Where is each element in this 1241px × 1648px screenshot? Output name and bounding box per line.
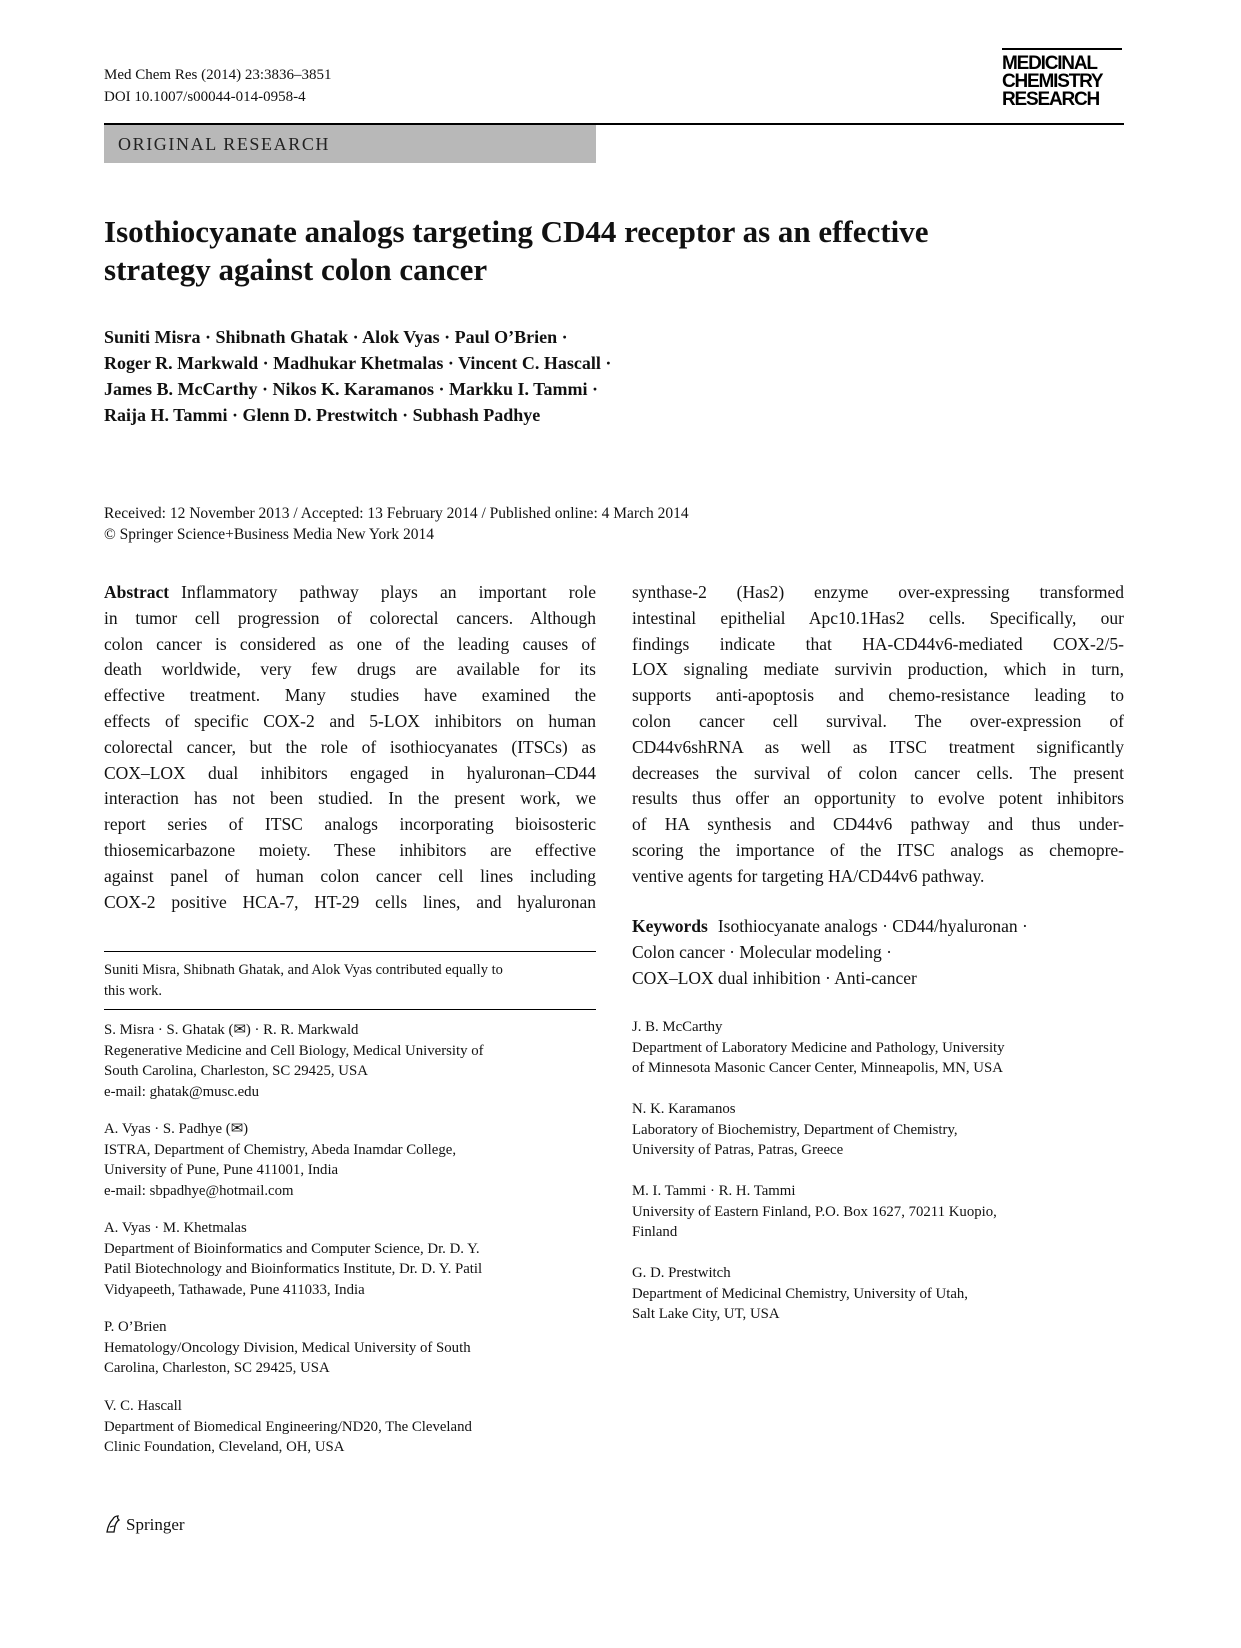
affiliation-block [632,1263,1124,1325]
abstract-line: COX–LOX dual inhibitors engaged in hyaluronan–CD44 [104,762,596,783]
abstract-line: supports anti-apoptosis and chemo-resistance leading to [632,685,1124,706]
affiliation-block [632,1181,1124,1243]
abstract-line: effects of specific COX-2 and 5-LOX inhibitors on human [104,710,596,731]
abstract-line [104,580,596,606]
affiliation-line: Clinic Foundation, Cleveland, OH, USA [104,1439,345,1456]
affiliation-block [104,1119,596,1201]
abstract-line: report series of ITSC analogs incorporating bioisosteric [104,814,596,835]
affiliation-line: J. B. McCarthy [632,1019,723,1035]
affiliation-line: University of Patras, Patras, Greece [632,1142,844,1159]
abstract-right-column [632,580,1124,890]
logo-rule [1002,48,1122,50]
footnote-line: Suniti Misra, Shibnath Ghatak, and Alok Vyas contributed equally to [104,962,503,978]
journal-citation: Med Chem Res (2014) 23:3836–3851 [104,67,332,83]
title-line: strategy against colon cancer [104,252,488,287]
journal-logo [1002,55,1122,109]
keywords-line [632,914,1124,940]
affiliation-line: Department of Bioinformatics and Computer Science, Dr. D. Y. [104,1240,480,1257]
abstract-line: CD44v6shRNA as well as ITSC treatment significantly [632,736,1124,757]
author-line: Roger R. Markwald · Madhukar Khetmalas · Vincent C. Hascall · [104,353,612,373]
journal-reference [104,64,331,108]
logo-line: CHEMISTRY [1002,71,1103,92]
affiliation-line: P. O’Brien [104,1319,167,1335]
abstract-line: against panel of human colon cancer cell lines including [104,865,596,886]
footnote-line: this work. [104,982,162,999]
keywords-text: Isothiocyanate analogs · CD44/hyaluronan · [717,916,1028,936]
affiliation-line: Vidyapeeth, Tathawade, Pune 411033, India [104,1281,365,1298]
abstract-line: thiosemicarbazone moiety. These inhibitors are effective [104,839,596,860]
abstract-line: findings indicate that HA-CD44v6-mediated COX-2/5- [632,633,1124,654]
affiliation-line: of Minnesota Masonic Cancer Center, Minneapolis, MN, USA [632,1060,1003,1077]
affiliation-line: N. K. Karamanos [632,1101,736,1117]
footnote-rule [104,951,596,952]
springer-horse-icon [104,1514,122,1534]
abstract-line: colon cancer is considered as one of the leading causes of [104,633,596,654]
abstract-line: colorectal cancer, but the role of isothiocyanates (ITSCs) as [104,736,596,757]
copyright-line: © Springer Science+Business Media New York 2014 [104,526,435,543]
affiliation-line: Carolina, Charleston, SC 29425, USA [104,1360,330,1377]
affiliation-line: Finland [632,1224,678,1241]
keywords-block [632,914,1124,991]
author-line: Raija H. Tammi · Glenn D. Prestwitch · Subhash Padhye [104,405,541,425]
abstract-line: interaction has not been studied. In the present work, we [104,788,596,809]
affiliation-line: University of Eastern Finland, P.O. Box 1627, 70211 Kuopio, [632,1203,997,1220]
affiliation-line: Department of Biomedical Engineering/ND20, The Cleveland [104,1418,472,1435]
title-line: Isothiocyanate analogs targeting CD44 receptor as an effective [104,214,929,249]
logo-line: MEDICINAL [1002,53,1097,74]
affiliation-line: Hematology/Oncology Division, Medical University of South [104,1339,471,1356]
abstract-line: death worldwide, very few drugs are available for its [104,659,596,680]
abstract-line: ventive agents for targeting HA/CD44v6 pathway. [632,865,985,886]
author-line: James B. McCarthy · Nikos K. Karamanos · Markku I. Tammi · [104,379,599,399]
affiliation-block [104,1218,596,1300]
abstract-line: effective treatment. Many studies have examined the [104,685,596,706]
keywords-line: COX–LOX dual inhibition · Anti-cancer [632,967,917,988]
abstract-line: intestinal epithelial Apc10.1Has2 cells. Specifically, our [632,607,1124,628]
publication-dates [104,503,1004,545]
affiliation-line: M. I. Tammi · R. H. Tammi [632,1183,796,1199]
affiliation-line: Department of Medicinal Chemistry, University of Utah, [632,1285,969,1302]
publisher-footer [104,1514,185,1536]
abstract-line: results thus offer an opportunity to evolve potent inhibitors [632,788,1124,809]
abstract-line-text: Inflammatory pathway plays an important role [181,582,596,602]
affiliation-line: Patil Biotechnology and Bioinformatics Institute, Dr. D. Y. Patil [104,1261,483,1278]
abstract-line: LOX signaling mediate survivin production, which in turn, [632,659,1124,680]
affiliation-line: A. Vyas · S. Padhye (✉) [104,1121,249,1137]
affiliation-line: Laboratory of Biochemistry, Department of Chemistry, [632,1121,958,1138]
contribution-footnote [104,960,596,1001]
keywords-line: Colon cancer · Molecular modeling · [632,941,892,962]
affiliation-line: V. C. Hascall [104,1398,182,1414]
affiliation-block [104,1396,596,1458]
affiliation-line: ISTRA, Department of Chemistry, Abeda Inamdar College, [104,1141,457,1158]
affiliation-line: Salt Lake City, UT, USA [632,1306,780,1323]
history-dates: Received: 12 November 2013 / Accepted: 13 February 2014 / Published online: 4 March 2014 [104,505,689,522]
keywords-heading: Keywords [632,916,708,936]
affiliation-line: South Carolina, Charleston, SC 29425, USA [104,1063,368,1080]
affiliation-email: e-mail: sbpadhye@hotmail.com [104,1182,294,1199]
abstract-line: colon cancer cell survival. The over-expression of [632,710,1124,731]
logo-line: RESEARCH [1002,89,1100,110]
affiliation-line: S. Misra · S. Ghatak (✉) · R. R. Markwald [104,1022,359,1038]
article-type-label: ORIGINAL RESEARCH [104,125,596,163]
journal-doi: DOI 10.1007/s00044-014-0958-4 [104,89,306,105]
affiliation-line: Regenerative Medicine and Cell Biology, Medical University of [104,1042,484,1059]
abstract-line: scoring the importance of the ITSC analogs as chemopre- [632,839,1124,860]
affiliation-email: e-mail: ghatak@musc.edu [104,1083,259,1100]
affiliation-line: G. D. Prestwitch [632,1265,731,1281]
abstract-line: COX-2 positive HCA-7, HT-29 cells lines, and hyaluronan [104,891,596,912]
affiliation-line: Department of Laboratory Medicine and Pathology, University [632,1039,1005,1056]
publisher-name: Springer [126,1515,185,1534]
abstract-left-column [104,580,596,915]
affiliation-block [104,1317,596,1379]
article-title [104,213,1064,289]
abstract-line: synthase-2 (Has2) enzyme over-expressing transformed [632,582,1124,602]
footnote-rule [104,1009,596,1010]
abstract-line: in tumor cell progression of colorectal cancers. Although [104,607,596,628]
affiliation-block [632,1017,1124,1079]
affiliation-line: University of Pune, Pune 411001, India [104,1162,339,1179]
affiliation-line: A. Vyas · M. Khetmalas [104,1220,247,1236]
affiliation-block [104,1020,596,1102]
abstract-line: decreases the survival of colon cancer cells. The present [632,762,1124,783]
author-line: Suniti Misra · Shibnath Ghatak · Alok Vyas · Paul O’Brien · [104,327,568,347]
abstract-line: of HA synthesis and CD44v6 pathway and thus under- [632,814,1124,835]
abstract-heading: Abstract [104,582,170,602]
affiliation-block [632,1099,1124,1161]
author-list [104,324,1004,428]
